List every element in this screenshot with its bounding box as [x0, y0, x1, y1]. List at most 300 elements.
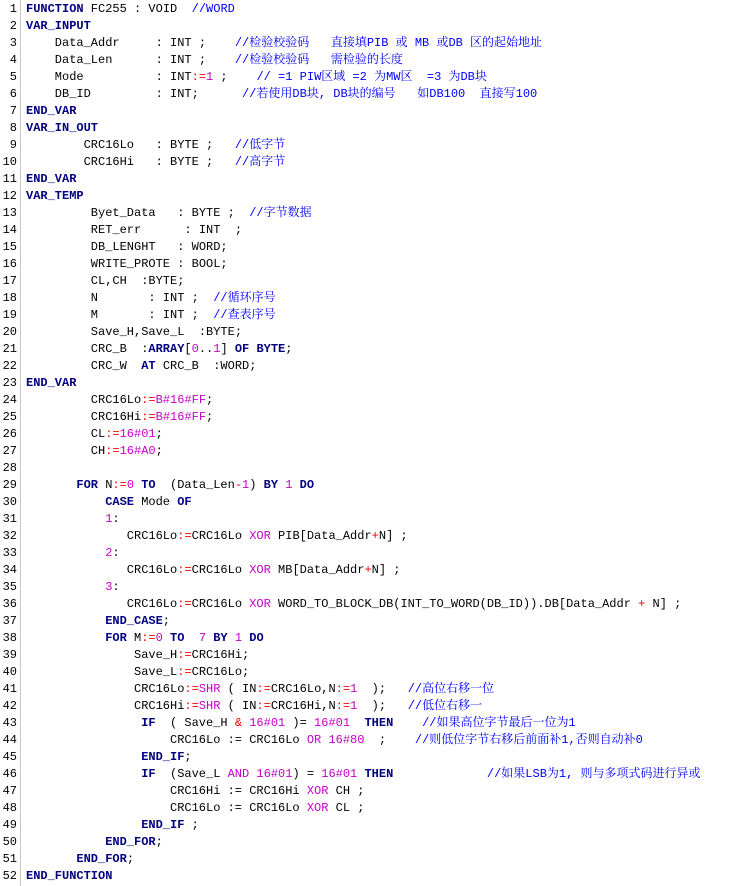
code-token: CRC16Lo: [134, 682, 185, 696]
code-text: [141, 766, 700, 783]
code-text: [55, 69, 487, 86]
code-text: [141, 715, 576, 732]
code-line[interactable]: [0, 766, 744, 783]
code-line[interactable]: [0, 732, 744, 749]
code-text: [91, 324, 242, 341]
line-number: 45: [2, 750, 17, 764]
line-number: 20: [2, 325, 17, 339]
code-comment: //如果LSB为1, 则与多项式码进行异或: [486, 767, 701, 781]
code-token: 16#01: [314, 716, 351, 730]
code-text: [170, 732, 643, 749]
code-keyword: CASE: [105, 495, 134, 509]
code-text: [105, 579, 119, 596]
code-line[interactable]: [0, 613, 744, 630]
code-token: 16#01: [256, 767, 293, 781]
line-number: 8: [9, 121, 17, 135]
code-token: :=: [335, 699, 351, 713]
code-text: [91, 341, 293, 358]
code-line[interactable]: [0, 273, 744, 290]
line-number: 33: [2, 546, 17, 560]
code-line[interactable]: [0, 409, 744, 426]
code-keyword: END_VAR: [26, 376, 77, 390]
line-number: 18: [2, 291, 17, 305]
code-token: 16#01: [249, 716, 286, 730]
code-line[interactable]: [0, 511, 744, 528]
code-token: ;: [126, 852, 135, 866]
code-text: [105, 511, 119, 528]
code-token: CRC16Hi;: [191, 648, 250, 662]
code-token: CRC16Lo: [126, 563, 178, 577]
line-number: 6: [9, 87, 17, 101]
code-line[interactable]: [0, 545, 744, 562]
code-line[interactable]: [0, 256, 744, 273]
code-keyword: TO: [141, 478, 156, 492]
code-comment: //检验校验码 直接填PIB 或 MB 或DB 区的起始地址: [234, 36, 543, 50]
code-keyword: END_VAR: [26, 172, 77, 186]
code-token: CRC16Lo;: [191, 665, 250, 679]
code-token: Byet_Data : BYTE ;: [90, 206, 250, 220]
code-token: Data_Addr : INT ;: [54, 36, 235, 50]
code-line[interactable]: [0, 86, 744, 103]
code-text: [170, 800, 364, 817]
line-number: 49: [2, 818, 17, 832]
code-comment: //低字节: [234, 138, 286, 152]
code-token: ;: [162, 614, 170, 628]
code-token: ;: [213, 70, 257, 84]
code-token: 16#01: [119, 427, 156, 441]
code-token: M: [126, 631, 142, 645]
code-text: [26, 375, 76, 392]
code-text: [91, 290, 276, 307]
code-line[interactable]: [0, 375, 744, 392]
code-text: [55, 35, 542, 52]
code-text: [26, 171, 76, 188]
code-token: MB[Data_Addr: [270, 563, 365, 577]
code-keyword: IF: [141, 767, 156, 781]
code-comment: //查表序号: [213, 308, 276, 322]
line-number: 23: [2, 376, 17, 390]
code-token: 16#80: [328, 733, 365, 747]
code-keyword: VAR_IN_OUT: [26, 121, 99, 135]
code-text: [141, 749, 191, 766]
code-token: XOR: [306, 784, 329, 798]
code-keyword: FOR: [76, 478, 98, 492]
code-line[interactable]: [0, 392, 744, 409]
code-token: 0: [126, 478, 135, 492]
line-number: 46: [2, 767, 17, 781]
code-line[interactable]: [0, 868, 744, 885]
code-line[interactable]: [0, 800, 744, 817]
code-token: [393, 716, 422, 730]
code-token: OR: [306, 733, 322, 747]
code-line[interactable]: [0, 222, 744, 239]
line-number: 29: [2, 478, 17, 492]
line-number: 17: [2, 274, 17, 288]
code-line[interactable]: [0, 749, 744, 766]
line-number: 48: [2, 801, 17, 815]
code-token: :=: [177, 648, 192, 662]
code-text: [91, 239, 228, 256]
code-line[interactable]: [0, 1, 744, 18]
code-token: 2: [105, 546, 113, 560]
code-text: [26, 103, 76, 120]
code-token: B#16#FF: [155, 393, 207, 407]
code-token: DB_LENGHT : WORD;: [90, 240, 228, 254]
code-token: 1: [105, 512, 113, 526]
code-token: PIB[Data_Addr: [270, 529, 372, 543]
code-line[interactable]: [0, 817, 744, 834]
code-token: 1: [242, 478, 250, 492]
code-token: (Save_L: [155, 767, 228, 781]
code-line[interactable]: [0, 426, 744, 443]
line-number: 40: [2, 665, 17, 679]
code-text: [91, 256, 228, 273]
code-text: [170, 783, 364, 800]
code-token: :=: [177, 597, 192, 611]
code-token: N : INT ;: [90, 291, 214, 305]
code-token: :=: [105, 427, 120, 441]
code-line[interactable]: [0, 664, 744, 681]
code-text: [91, 307, 276, 324]
code-keyword: END_IF: [141, 750, 185, 764]
code-token: 1: [234, 631, 243, 645]
code-line[interactable]: [0, 239, 744, 256]
code-token: 1: [350, 682, 358, 696]
code-token: CRC16Lo: [191, 597, 250, 611]
code-line[interactable]: [0, 205, 744, 222]
line-number: 11: [2, 172, 17, 186]
code-line[interactable]: [0, 307, 744, 324]
code-token: XOR: [306, 801, 329, 815]
code-comment: //低位右移一: [407, 699, 483, 713]
code-keyword: FUNCTION: [26, 2, 84, 16]
code-comment: //高位右移一位: [407, 682, 495, 696]
line-number: 9: [9, 138, 17, 152]
code-token: ;: [184, 818, 199, 832]
line-number: 52: [2, 869, 17, 883]
code-token: Data_Len : INT ;: [54, 53, 235, 67]
code-token: CRC_B :WORD;: [155, 359, 257, 373]
code-token: ) =: [292, 767, 322, 781]
code-line[interactable]: [0, 715, 744, 732]
code-token: );: [357, 699, 408, 713]
code-keyword: END_CASE: [105, 614, 163, 628]
code-line[interactable]: [0, 103, 744, 120]
code-token: :=: [256, 682, 271, 696]
code-token: Save_L: [134, 665, 178, 679]
line-number: 1: [9, 2, 17, 16]
code-text: [76, 477, 314, 494]
code-token: [163, 631, 170, 645]
code-text: [127, 562, 401, 579]
code-keyword: END_IF: [141, 818, 185, 832]
code-token: WRITE_PROTE : BOOL;: [90, 257, 228, 271]
code-comment: //WORD: [191, 2, 235, 16]
code-token: [184, 631, 198, 645]
line-number: 37: [2, 614, 17, 628]
line-number: 47: [2, 784, 17, 798]
code-token: CRC16Lo: [90, 393, 142, 407]
code-keyword: DO: [249, 631, 264, 645]
code-line[interactable]: [0, 188, 744, 205]
code-keyword: BYTE: [256, 342, 286, 356]
code-token: AND: [227, 767, 250, 781]
line-number: 39: [2, 648, 17, 662]
line-number: 26: [2, 427, 17, 441]
line-number: 38: [2, 631, 17, 645]
code-text: [127, 528, 408, 545]
code-line[interactable]: [0, 171, 744, 188]
line-number: 13: [2, 206, 17, 220]
code-keyword: END_FUNCTION: [26, 869, 113, 883]
code-token: Save_H: [134, 648, 178, 662]
code-comment: //如果高位字节最后一位为1: [422, 716, 576, 730]
code-token: CH: [90, 444, 106, 458]
line-number: 41: [2, 682, 17, 696]
code-token: )=: [285, 716, 315, 730]
code-line[interactable]: [0, 494, 744, 511]
code-text: [105, 494, 191, 511]
code-token: Save_H,Save_L :BYTE;: [90, 325, 243, 339]
code-token: ..: [198, 342, 214, 356]
code-text: [91, 358, 257, 375]
code-text: [55, 52, 403, 69]
code-token: 0: [191, 342, 199, 356]
code-token: M : INT ;: [90, 308, 214, 322]
code-keyword: VAR_TEMP: [26, 189, 84, 203]
code-token: -: [234, 478, 243, 492]
code-token: N] ;: [378, 529, 408, 543]
code-token: :=: [184, 699, 199, 713]
line-number: 4: [9, 53, 17, 67]
code-token: XOR: [249, 529, 271, 543]
code-token: ;: [285, 342, 293, 356]
code-token: 16#01: [321, 767, 358, 781]
code-text: [105, 834, 163, 851]
code-token: (Data_Len: [155, 478, 235, 492]
code-line[interactable]: [0, 69, 744, 86]
code-keyword: AT: [141, 359, 156, 373]
code-text: [134, 647, 249, 664]
code-token: [350, 716, 364, 730]
code-token: 16#A0: [119, 444, 156, 458]
code-text: [76, 851, 134, 868]
code-token: +: [638, 597, 646, 611]
code-token: [292, 478, 299, 492]
code-line[interactable]: [0, 834, 744, 851]
code-keyword: OF: [234, 342, 250, 356]
code-token: ;: [206, 410, 214, 424]
code-text: [26, 1, 235, 18]
code-text: [91, 222, 242, 239]
code-line[interactable]: [0, 52, 744, 69]
code-token: [393, 767, 487, 781]
code-keyword: END_VAR: [26, 104, 77, 118]
code-comment: //高字节: [234, 155, 286, 169]
code-token: RET_err : INT ;: [90, 223, 243, 237]
line-number: 36: [2, 597, 17, 611]
line-number: 24: [2, 393, 17, 407]
code-line[interactable]: [0, 647, 744, 664]
code-token: :: [112, 512, 120, 526]
code-comment: // =1 PIW区域 =2 为MW区 =3 为DB块: [256, 70, 487, 84]
code-token: 1: [206, 70, 214, 84]
code-line[interactable]: [0, 698, 744, 715]
code-keyword: END_FOR: [76, 852, 127, 866]
code-keyword: FOR: [105, 631, 127, 645]
line-number: 25: [2, 410, 17, 424]
line-number: 32: [2, 529, 17, 543]
code-line[interactable]: [0, 154, 744, 171]
code-token: CRC16Lo : BYTE ;: [83, 138, 235, 152]
code-token: :=: [191, 70, 207, 84]
code-token: ;: [155, 835, 163, 849]
line-number: 12: [2, 189, 17, 203]
code-token: ;: [155, 427, 163, 441]
code-token: 1: [213, 342, 221, 356]
code-line[interactable]: [0, 596, 744, 613]
code-line[interactable]: [0, 324, 744, 341]
code-line[interactable]: [0, 290, 744, 307]
code-keyword: ARRAY: [148, 342, 185, 356]
line-number: 7: [9, 104, 17, 118]
code-token: Mode : INT: [54, 70, 192, 84]
code-token: [228, 631, 235, 645]
code-token: CL,CH :BYTE;: [90, 274, 185, 288]
code-keyword: TO: [170, 631, 185, 645]
code-token: ;: [155, 444, 163, 458]
code-line[interactable]: [0, 460, 744, 477]
code-keyword: IF: [141, 716, 156, 730]
code-token: CRC_W: [90, 359, 142, 373]
code-line[interactable]: [0, 783, 744, 800]
code-keyword: BY: [263, 478, 279, 492]
line-number: 16: [2, 257, 17, 271]
line-number: 10: [2, 155, 17, 169]
code-token: [: [184, 342, 192, 356]
code-token: 1: [285, 478, 293, 492]
code-line[interactable]: [0, 120, 744, 137]
code-token: &: [234, 716, 243, 730]
code-line[interactable]: [0, 579, 744, 596]
line-number: 27: [2, 444, 17, 458]
code-token: :=: [184, 682, 199, 696]
code-token: :: [112, 546, 120, 560]
code-lines: [0, 1, 744, 885]
code-line[interactable]: [0, 35, 744, 52]
code-token: :=: [141, 631, 156, 645]
code-token: CH ;: [328, 784, 365, 798]
code-line[interactable]: [0, 851, 744, 868]
code-text: [91, 273, 185, 290]
line-number: 31: [2, 512, 17, 526]
code-token: ( IN: [220, 682, 257, 696]
code-token: ( IN: [220, 699, 257, 713]
code-keyword: THEN: [364, 767, 394, 781]
code-line[interactable]: [0, 341, 744, 358]
code-text: [91, 443, 163, 460]
code-token: CRC16Hi := CRC16Hi: [170, 784, 307, 798]
code-token: WORD_TO_BLOCK_DB(INT_TO_WORD(DB_ID)).DB[Data_Addr: [270, 597, 639, 611]
code-line[interactable]: [0, 137, 744, 154]
code-token: ;: [184, 750, 192, 764]
code-token: CRC16Lo: [126, 597, 178, 611]
code-text: [55, 86, 537, 103]
code-token: FC255 : VOID: [83, 2, 192, 16]
code-keyword: OF: [177, 495, 192, 509]
code-token: CRC16Lo := CRC16Lo: [170, 801, 307, 815]
code-token: CRC16Lo: [191, 563, 250, 577]
code-token: N] ;: [645, 597, 682, 611]
code-line[interactable]: [0, 562, 744, 579]
line-number: 5: [9, 70, 17, 84]
code-comment: //循环序号: [213, 291, 276, 305]
code-line[interactable]: [0, 630, 744, 647]
code-token: 0: [155, 631, 163, 645]
code-token: :=: [112, 478, 127, 492]
code-comment: //若使用DB块, DB块的编号 如DB100 直接写100: [242, 87, 538, 101]
code-comment: //字节数据: [249, 206, 312, 220]
code-line[interactable]: [0, 477, 744, 494]
code-line[interactable]: [0, 18, 744, 35]
line-number: 44: [2, 733, 17, 747]
code-line[interactable]: [0, 528, 744, 545]
code-keyword: VAR_INPUT: [26, 19, 91, 33]
code-text: [91, 392, 213, 409]
code-token: CRC16Hi: [134, 699, 185, 713]
code-token: :=: [141, 393, 156, 407]
code-line[interactable]: [0, 443, 744, 460]
code-token: :=: [141, 410, 156, 424]
code-text: [105, 545, 119, 562]
code-text: [141, 817, 199, 834]
code-keyword: BY: [213, 631, 228, 645]
code-token: CL: [90, 427, 106, 441]
line-number: 51: [2, 852, 17, 866]
code-token: SHR: [198, 682, 221, 696]
code-text: [105, 613, 170, 630]
code-token: ]: [220, 342, 235, 356]
code-line[interactable]: [0, 358, 744, 375]
code-token: :: [112, 580, 120, 594]
code-text: [134, 681, 494, 698]
code-token: CRC16Lo := CRC16Lo: [170, 733, 307, 747]
code-token: :=: [105, 444, 120, 458]
code-text: [91, 409, 213, 426]
line-number: 21: [2, 342, 17, 356]
code-token: DB_ID : INT;: [54, 87, 243, 101]
line-number: 43: [2, 716, 17, 730]
line-number: 14: [2, 223, 17, 237]
code-token: CRC16Hi,N: [270, 699, 336, 713]
code-comment: //检验校验码 需检验的长度: [234, 53, 403, 67]
code-token: ): [249, 478, 264, 492]
code-token: 3: [105, 580, 113, 594]
code-token: CRC16Lo: [126, 529, 178, 543]
code-token: XOR: [249, 563, 271, 577]
code-line[interactable]: [0, 681, 744, 698]
code-token: ;: [364, 733, 415, 747]
line-number: 3: [9, 36, 17, 50]
code-text: [91, 205, 312, 222]
code-token: Mode: [134, 495, 178, 509]
code-token: :=: [177, 563, 192, 577]
line-number: 50: [2, 835, 17, 849]
code-text: [26, 188, 84, 205]
line-number: 35: [2, 580, 17, 594]
code-keyword: END_FOR: [105, 835, 156, 849]
code-token: XOR: [249, 597, 271, 611]
